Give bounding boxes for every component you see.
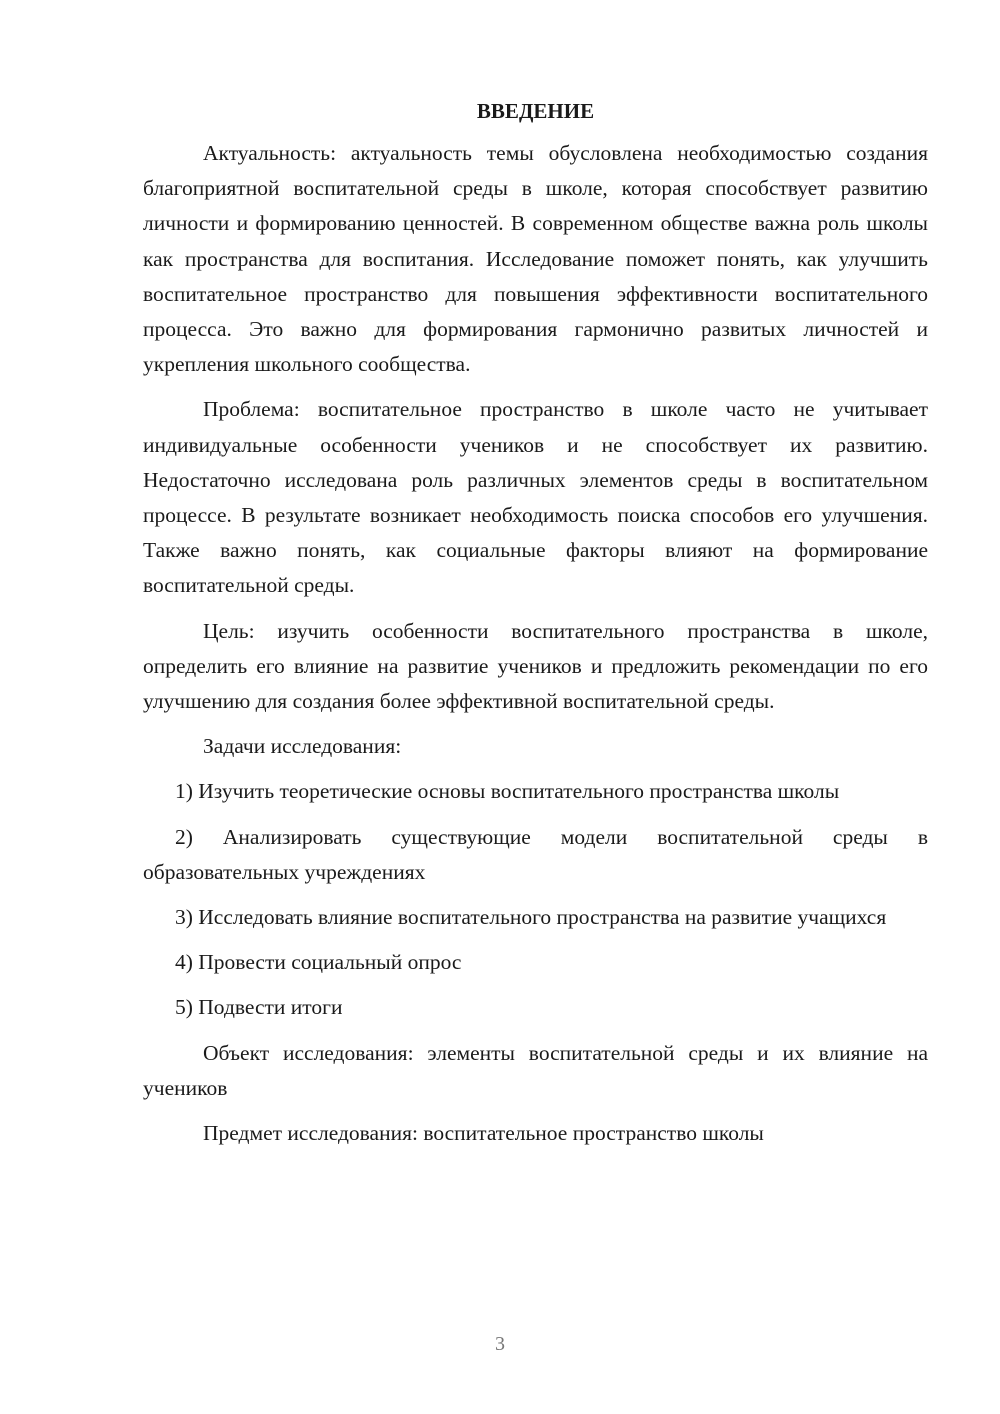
paragraph-problem: Проблема: воспитательное пространство в школе часто не учитывает индивидуальные особенности учеников и не способствует их развитию. Недостаточно исследована роль различных элементов среды в воспитательном процессе. В результате возникает необходимость поиска способов его улучшения. Также важно понять, как социальные факторы влияют на формирование воспитательной среды.: [143, 397, 928, 598]
paragraph-tasks-heading: Задачи исследования:: [203, 734, 402, 759]
paragraph-object: Объект исследования: элементы воспитательной среды и их влияние на учеников: [143, 1040, 928, 1100]
paragraph-goal: Цель: изучить особенности воспитательного пространства в школе, определить его влияние на развитие учеников и предложить рекомендации по его улучшению для создания более эффективной воспитательной среды.: [143, 618, 928, 714]
section-title: ВВЕДЕНИЕ: [476, 99, 595, 123]
task-item-1: 1) Изучить теоретические основы воспитательного пространства школы: [175, 779, 840, 804]
task-item-2: 2) Анализировать существующие модели воспитательной среды в образовательных учреждениях: [143, 824, 928, 884]
task-item-4: 4) Провести социальный опрос: [175, 950, 462, 975]
document-page: [143, 96, 928, 1161]
page-number: 3: [495, 1333, 505, 1355]
task-item-3: 3) Исследовать влияние воспитательного пространства на развитие учащихся: [175, 905, 887, 930]
paragraph-subject: Предмет исследования: воспитательное пространство школы: [203, 1121, 764, 1146]
paragraph-relevance: Актуальность: актуальность темы обусловлена необходимостью создания благоприятной воспитательной среды в школе, которая способствует развитию личности и формированию ценностей. В современном обществе важна роль школы как пространства для воспитания. Исследование поможет понять, как улучшить воспитательное пространство для повышения эффективности воспитательного процесса. Это важно для формирования гармонично развитых личностей и укрепления школьного сообщества.: [143, 141, 928, 377]
task-item-5: 5) Подвести итоги: [175, 995, 343, 1020]
